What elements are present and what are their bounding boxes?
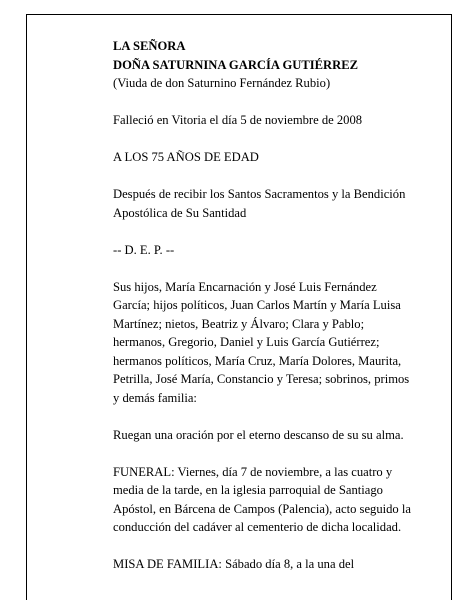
prayer-request: Ruegan una oración por el eterno descanso de su su alma.	[113, 427, 404, 442]
family-paragraph: Sus hijos, María Encarnación y José Luis Fernández García; hijos políticos, Juan Carlos Martín y María Luisa Martínez; nietos, Beatriz y Álvaro; Clara y Pablo; hermanos, Gregorio, Daniel y Luis García Gutiérrez; hermanos políticos, María Cruz, María Dolores, Maurita, Petrilla, José María, Constancio y Teresa; sobrinos, primos y demás familia:	[113, 279, 410, 405]
rip-line: -- D. E. P. --	[113, 242, 175, 257]
heading-block	[113, 37, 413, 93]
heading-title: LA SEÑORA	[113, 39, 186, 53]
age-line: A LOS 75 AÑOS DE EDAD	[113, 150, 259, 164]
widow-note: (Viuda de don Saturnino Fernández Rubio)	[113, 76, 331, 90]
funeral-paragraph: FUNERAL: Viernes, día 7 de noviembre, a las cuatro y media de la tarde, en la iglesia parroquial de Santiago Apóstol, en Bárcena de Campos (Palencia), acto seguido la conducción del cadáver al cementerio de dicha localidad.	[113, 464, 411, 534]
death-line: Falleció en Vitoria el día 5 de noviembre de 2008	[113, 113, 363, 127]
sacraments-line: Después de recibir los Santos Sacramentos y la Bendición Apostólica de Su Santidad	[113, 187, 406, 220]
deceased-name: DOÑA SATURNINA GARCÍA GUTIÉRREZ	[113, 57, 359, 72]
family-mass-line: MISA DE FAMILIA: Sábado día 8, a la una del	[113, 557, 355, 571]
obituary-text	[113, 37, 413, 592]
